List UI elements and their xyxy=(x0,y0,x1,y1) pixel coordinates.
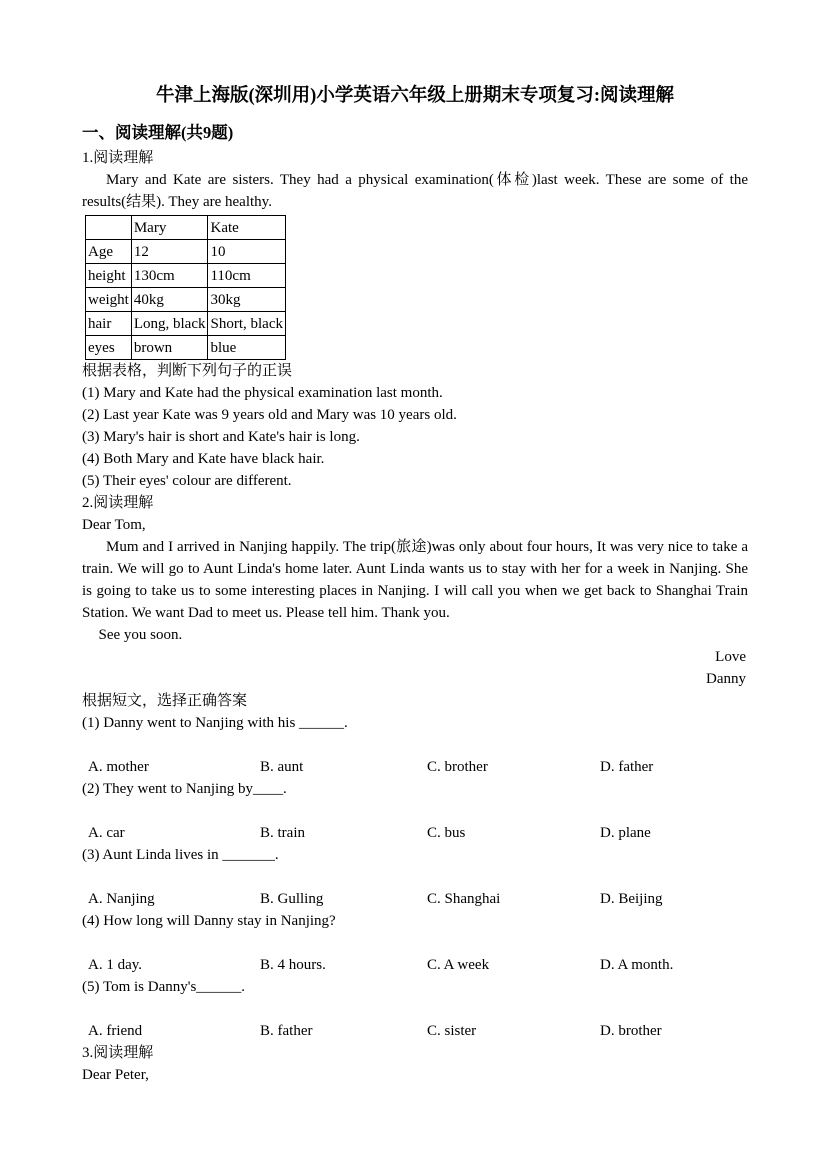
question-stem: (2) They went to Nanjing by____. xyxy=(82,781,287,797)
option-c: C. sister xyxy=(427,1023,477,1039)
table-cell: 130cm xyxy=(131,264,208,288)
letter-closing-line: See you soon. xyxy=(98,627,183,643)
question1-intro: Mary and Kate are sisters. They had a physical examination(体检)last week. These are some of the results(结果). They are healthy. xyxy=(82,172,748,210)
options-row xyxy=(82,954,748,976)
table-cell: weight xyxy=(86,288,132,312)
question-stem: (3) Aunt Linda lives in _______. xyxy=(82,847,279,863)
option-b: B. Gulling xyxy=(260,891,324,907)
options-row xyxy=(82,1020,748,1042)
mc-question-2 xyxy=(82,778,748,844)
option-b: B. aunt xyxy=(260,759,304,775)
question3-salutation: Dear Peter, xyxy=(82,1067,149,1083)
option-a: A. mother xyxy=(88,759,149,775)
true-false-statements xyxy=(82,382,748,492)
options-row xyxy=(82,756,748,778)
table-cell: hair xyxy=(86,312,132,336)
table-cell: blue xyxy=(208,336,286,360)
option-c: C. Shanghai xyxy=(427,891,501,907)
option-a: A. car xyxy=(88,825,125,841)
letter-signoff: Love xyxy=(715,649,746,665)
letter-body: Mum and I arrived in Nanjing happily. The trip(旅途)was only about four hours, It was very nice to take a train. We will go to Aunt Linda's home later. Aunt Linda wants us to stay with her for a week in Nanjing. She is going to take us to some interesting places in Nanjing. I will call you when we get back to Shanghai Train Station. We want Dad to meet us. Please tell him. Thank you. xyxy=(82,539,748,621)
question1-instruction: 根据表格，判断下列句子的正误 xyxy=(82,363,293,379)
option-c: C. brother xyxy=(427,759,488,775)
table-cell: 30kg xyxy=(208,288,286,312)
table-row xyxy=(86,288,286,312)
table-header-cell xyxy=(86,216,132,240)
table-cell: 12 xyxy=(131,240,208,264)
table-row xyxy=(86,336,286,360)
mc-question-4 xyxy=(82,910,748,976)
table-header-cell: Kate xyxy=(208,216,286,240)
options-row xyxy=(82,888,748,910)
statement-item: (5) Their eyes' colour are different. xyxy=(82,473,292,489)
option-a: A. Nanjing xyxy=(88,891,155,907)
option-b: B. 4 hours. xyxy=(260,957,326,973)
table-cell: Short, black xyxy=(208,312,286,336)
results-table xyxy=(85,215,286,360)
question1-label: 1.阅读理解 xyxy=(82,150,154,166)
option-d: D. brother xyxy=(600,1023,662,1039)
table-cell: height xyxy=(86,264,132,288)
letter-salutation: Dear Tom, xyxy=(82,517,146,533)
question-stem: (1) Danny went to Nanjing with his ______. xyxy=(82,715,348,731)
option-c: C. A week xyxy=(427,957,490,973)
table-cell: 10 xyxy=(208,240,286,264)
option-d: D. father xyxy=(600,759,654,775)
table-cell: brown xyxy=(131,336,208,360)
mc-question-1 xyxy=(82,712,748,778)
statement-item: (2) Last year Kate was 9 years old and Mary was 10 years old. xyxy=(82,407,457,423)
option-b: B. father xyxy=(260,1023,313,1039)
statement-item: (3) Mary's hair is short and Kate's hair is long. xyxy=(82,429,360,445)
table-cell: 110cm xyxy=(208,264,286,288)
table-row xyxy=(86,264,286,288)
question-stem: (5) Tom is Danny's______. xyxy=(82,979,246,995)
option-d: D. A month. xyxy=(600,957,674,973)
section-heading: 一、阅读理解(共9题) xyxy=(82,123,234,142)
table-row xyxy=(86,216,286,240)
option-b: B. train xyxy=(260,825,305,841)
table-cell: Long, black xyxy=(131,312,208,336)
table-cell: Age xyxy=(86,240,132,264)
table-header-cell: Mary xyxy=(131,216,208,240)
letter-signature: Danny xyxy=(706,671,746,687)
option-c: C. bus xyxy=(427,825,466,841)
options-row xyxy=(82,822,748,844)
statement-item: (4) Both Mary and Kate have black hair. xyxy=(82,451,325,467)
mc-question-3 xyxy=(82,844,748,910)
question2-label: 2.阅读理解 xyxy=(82,495,154,511)
page-title: 牛津上海版(深圳用)小学英语六年级上册期末专项复习:阅读理解 xyxy=(156,86,674,106)
question2-instruction: 根据短文，选择正确答案 xyxy=(82,693,248,709)
option-a: A. friend xyxy=(88,1023,143,1039)
table-cell: 40kg xyxy=(131,288,208,312)
statement-item: (1) Mary and Kate had the physical examination last month. xyxy=(82,385,443,401)
option-d: D. plane xyxy=(600,825,651,841)
table-row xyxy=(86,312,286,336)
option-a: A. 1 day. xyxy=(88,957,143,973)
table-cell: eyes xyxy=(86,336,132,360)
question-stem: (4) How long will Danny stay in Nanjing? xyxy=(82,913,336,929)
option-d: D. Beijing xyxy=(600,891,663,907)
question3-label: 3.阅读理解 xyxy=(82,1045,154,1061)
mc-question-5 xyxy=(82,976,748,1042)
table-row xyxy=(86,240,286,264)
